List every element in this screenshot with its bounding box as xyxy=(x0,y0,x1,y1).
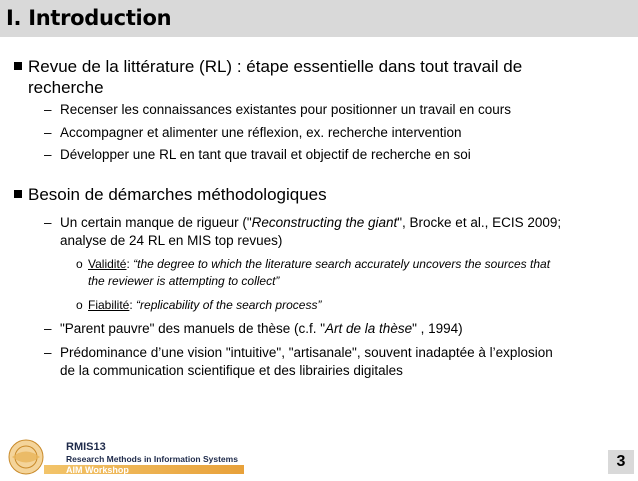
text-continuation: de la communication scientifique et des librairies digitales xyxy=(60,363,403,378)
square-bullet-icon xyxy=(14,62,22,70)
slide-title: I. Introduction xyxy=(6,6,172,30)
text-segment: ", Brocke et al., ECIS 2009; xyxy=(397,215,562,230)
dash-icon: – xyxy=(44,102,52,117)
logo-graphic xyxy=(4,438,254,476)
sub-bullet-predominance xyxy=(44,344,604,380)
bullet-revue-line2: recherche xyxy=(28,78,104,97)
logo-name: RMIS13 xyxy=(66,441,106,453)
sub-bullet-rigueur xyxy=(44,214,604,250)
dash-icon: – xyxy=(44,345,52,360)
separator: : xyxy=(129,298,137,312)
text-segment: " , 1994) xyxy=(412,321,463,336)
square-bullet-icon xyxy=(14,190,22,198)
sub-bullet-text: Développer une RL en tant que travail et objectif de recherche en soi xyxy=(60,147,471,162)
page-number: 3 xyxy=(608,450,634,474)
sub-bullet-text: Recenser les connaissances existantes pour positionner un travail en cours xyxy=(60,102,511,117)
sub-sub-bullet-validite xyxy=(76,256,606,290)
text-continuation: analyse de 24 RL en MIS top revues) xyxy=(60,233,283,248)
sub-bullet-developper xyxy=(44,146,604,164)
sub-bullet-recenser xyxy=(44,101,604,119)
term-validite: Validité xyxy=(88,257,127,271)
circle-bullet-icon: o xyxy=(76,257,83,271)
text-segment: "Parent pauvre" des manuels de thèse (c.f. " xyxy=(60,321,326,336)
separator: : xyxy=(126,257,134,271)
bullet-revue xyxy=(14,56,614,98)
text-segment: Prédominance d’une vision "intuitive", "artisanale", souvent inadaptée à l’explosion xyxy=(60,345,553,360)
rmis13-logo xyxy=(4,438,254,476)
sub-sub-bullet-fiabilite xyxy=(76,297,606,314)
dash-icon: – xyxy=(44,147,52,162)
logo-subtitle: Research Methods in Information Systems xyxy=(66,454,238,464)
title-bar xyxy=(0,0,638,37)
italic-title: Art de la thèse xyxy=(325,321,413,336)
sub-bullet-parent-pauvre xyxy=(44,320,604,338)
bullet-revue-line1: Revue de la littérature (RL) : étape essentielle dans tout travail de xyxy=(28,57,523,76)
quote-text: “replicability of the search process” xyxy=(136,298,322,312)
italic-title: Reconstructing the giant xyxy=(251,215,398,230)
dash-icon: – xyxy=(44,125,52,140)
quote-continuation: the reviewer is attempting to collect” xyxy=(88,274,280,288)
bullet-besoin-line1: Besoin de démarches méthodologiques xyxy=(28,185,327,204)
sub-bullet-accompagner xyxy=(44,124,604,142)
bullet-besoin xyxy=(14,184,614,205)
circle-bullet-icon: o xyxy=(76,298,83,312)
text-segment: Un certain manque de rigueur (" xyxy=(60,215,252,230)
dash-icon: – xyxy=(44,215,52,230)
quote-text: “the degree to which the literature search accurately uncovers the sources that xyxy=(133,257,551,271)
term-fiabilite: Fiabilité xyxy=(88,298,130,312)
sub-bullet-text: Accompagner et alimenter une réflexion, ex. recherche intervention xyxy=(60,125,462,140)
dash-icon: – xyxy=(44,321,52,336)
logo-workshop: AIM Workshop xyxy=(66,465,129,475)
